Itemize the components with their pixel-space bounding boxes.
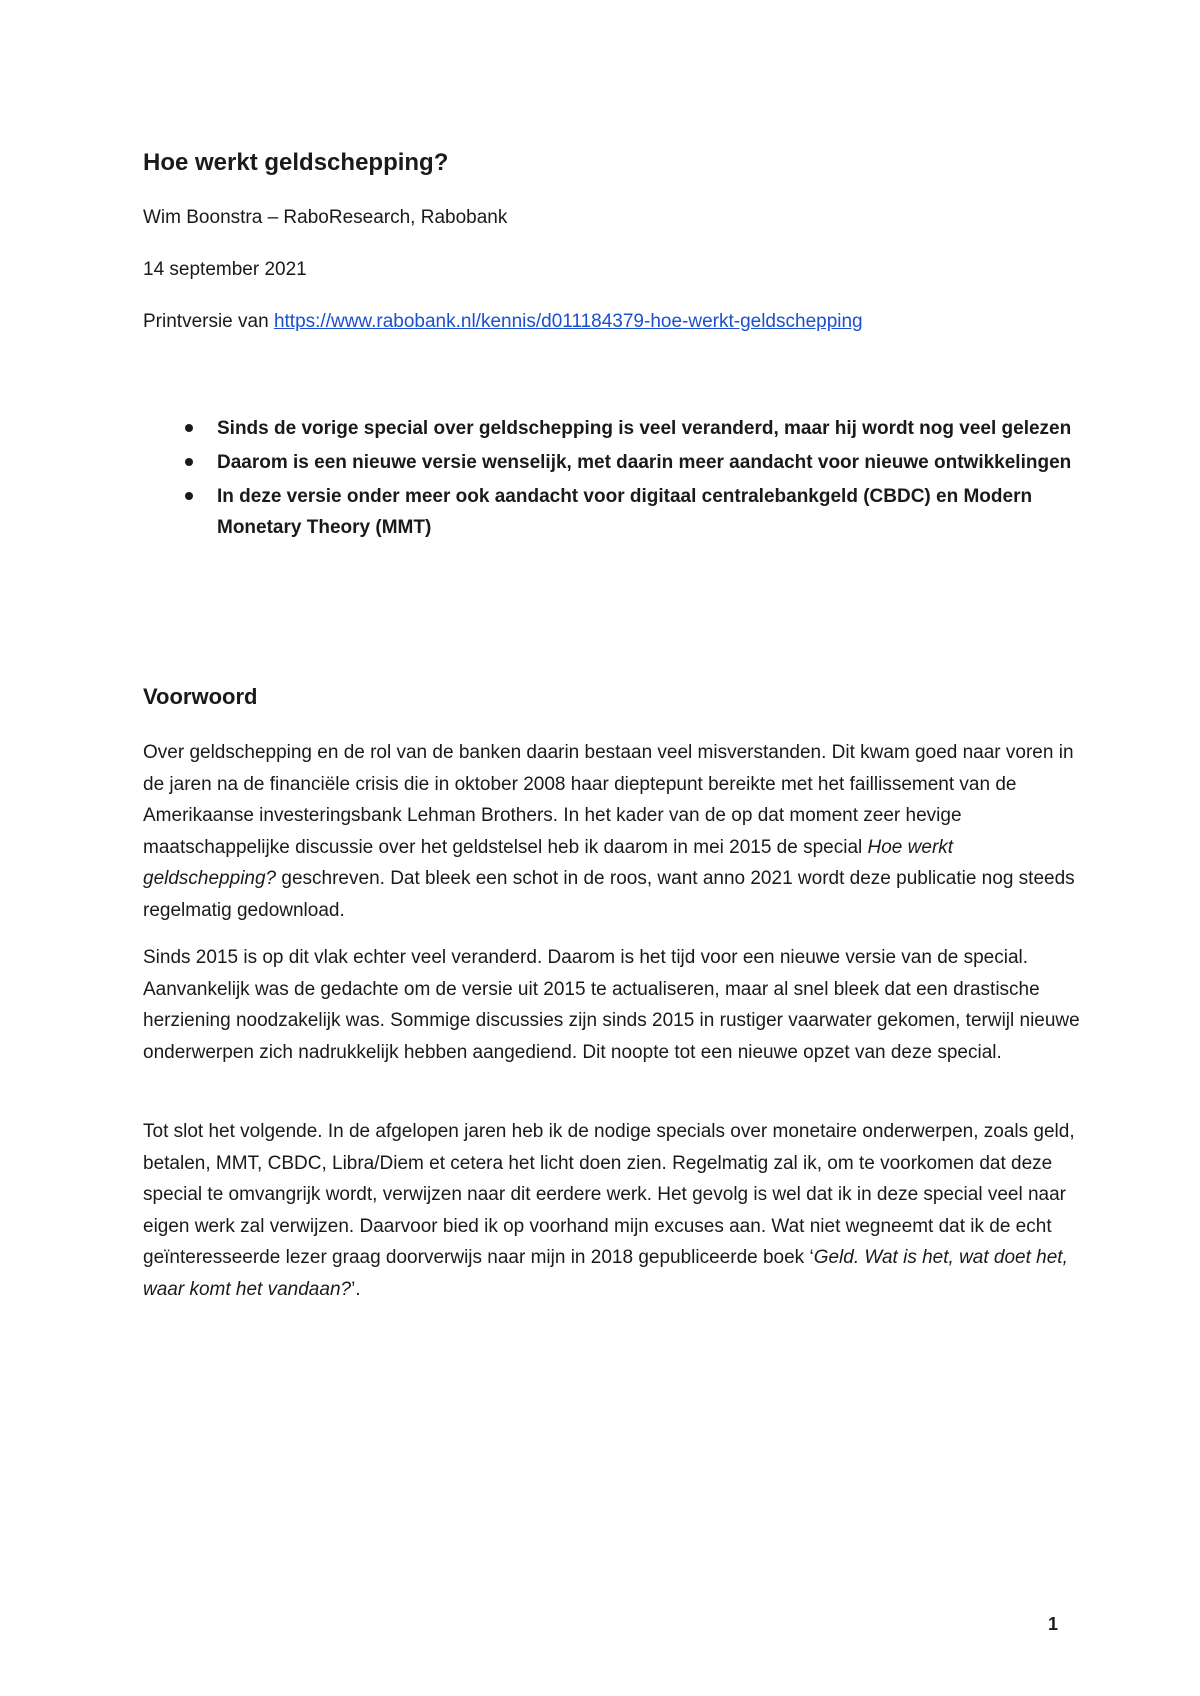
source-link[interactable]: https://www.rabobank.nl/kennis/d011184379-hoe-werkt-geldschepping — [273, 311, 863, 332]
bullet-icon — [185, 424, 193, 432]
paragraph-text: Tot slot het volgende. In de afgelopen jaren heb ik de nodige specials over monetaire onderwerpen, zoals geld, betalen, MMT, CBDC, Libra/Diem et cetera het licht doen zien. Regelmatig zal ik, om te voorkomen dat deze special te omvangrijk wordt, verwijzen naar dit eerdere werk. Het gevolg is wel dat ik in deze special veel naar eigen werk zal verwijzen. Daarvoor bied ik op voorhand mijn excuses aan. Wat niet wegneemt dat ik de echt geïnteresseerde lezer graag doorverwijs naar mijn in 2018 gepubliceerde boek ‘ — [143, 1121, 1075, 1268]
document-title: Hoe werkt geldschepping? — [143, 149, 449, 176]
author-line: Wim Boonstra – RaboResearch, Rabobank — [143, 207, 508, 228]
summary-bullet-text: Daarom is een nieuwe versie wenselijk, met daarin meer aandacht voor nieuwe ontwikkelingen — [217, 452, 1072, 473]
section-heading-voorwoord: Voorwoord — [143, 684, 258, 709]
print-version-line — [143, 309, 863, 335]
publication-date: 14 september 2021 — [143, 259, 307, 280]
page-number: 1 — [1048, 1614, 1059, 1634]
book-title-italic: Geld. Wat is het, wat doet het, waar komt het vandaan? — [143, 1247, 1068, 1300]
summary-bullet — [143, 481, 1083, 543]
paragraph-text: Over geldschepping en de rol van de banken daarin bestaan veel misverstanden. Dit kwam goed naar voren in de jaren na de financiële crisis die in oktober 2008 haar dieptepunt bereikte met het faillissement van de Amerikaanse investeringsbank Lehman Brothers. In het kader van de op dat moment zeer hevige maatschappelijke discussie over het geldstelsel heb ik daarom in mei 2015 de special — [143, 742, 1074, 858]
print-version-label: Printversie van — [143, 311, 274, 332]
summary-bullet-text: In deze versie onder meer ook aandacht voor digitaal centralebankgeld (CBDC) en Modern Monetary Theory (MMT) — [217, 486, 1033, 538]
voorwoord-paragraph-2: Sinds 2015 is op dit vlak echter veel veranderd. Daarom is het tijd voor een nieuwe versie van de special. Aanvankelijk was de gedachte om de versie uit 2015 te actualiseren, maar al snel bleek dat een drastische herziening noodzakelijk was. Sommige discussies zijn sinds 2015 in rustiger vaarwater gekomen, terwijl nieuwe onderwerpen zich nadrukkelijk hebben aangediend. Dit noopte tot een nieuwe opzet van deze special. — [143, 947, 1080, 1063]
paragraph-text: ’. — [351, 1278, 361, 1300]
bullet-icon — [185, 458, 193, 466]
publication-title-italic: Hoe werkt geldschepping? — [143, 836, 954, 889]
summary-bullet-text: Sinds de vorige special over geldschepping is veel veranderd, maar hij wordt nog veel gelezen — [217, 418, 1072, 439]
voorwoord-paragraph-1 — [143, 737, 1088, 926]
bullet-icon — [185, 492, 193, 500]
voorwoord-paragraph-3 — [143, 1116, 1088, 1305]
paragraph-text: geschreven. Dat bleek een schot in de roos, want anno 2021 wordt deze publicatie nog steeds regelmatig gedownload. — [143, 868, 1075, 921]
summary-bullet — [143, 447, 1083, 478]
summary-bullets — [143, 413, 1083, 546]
summary-bullet — [143, 413, 1083, 444]
